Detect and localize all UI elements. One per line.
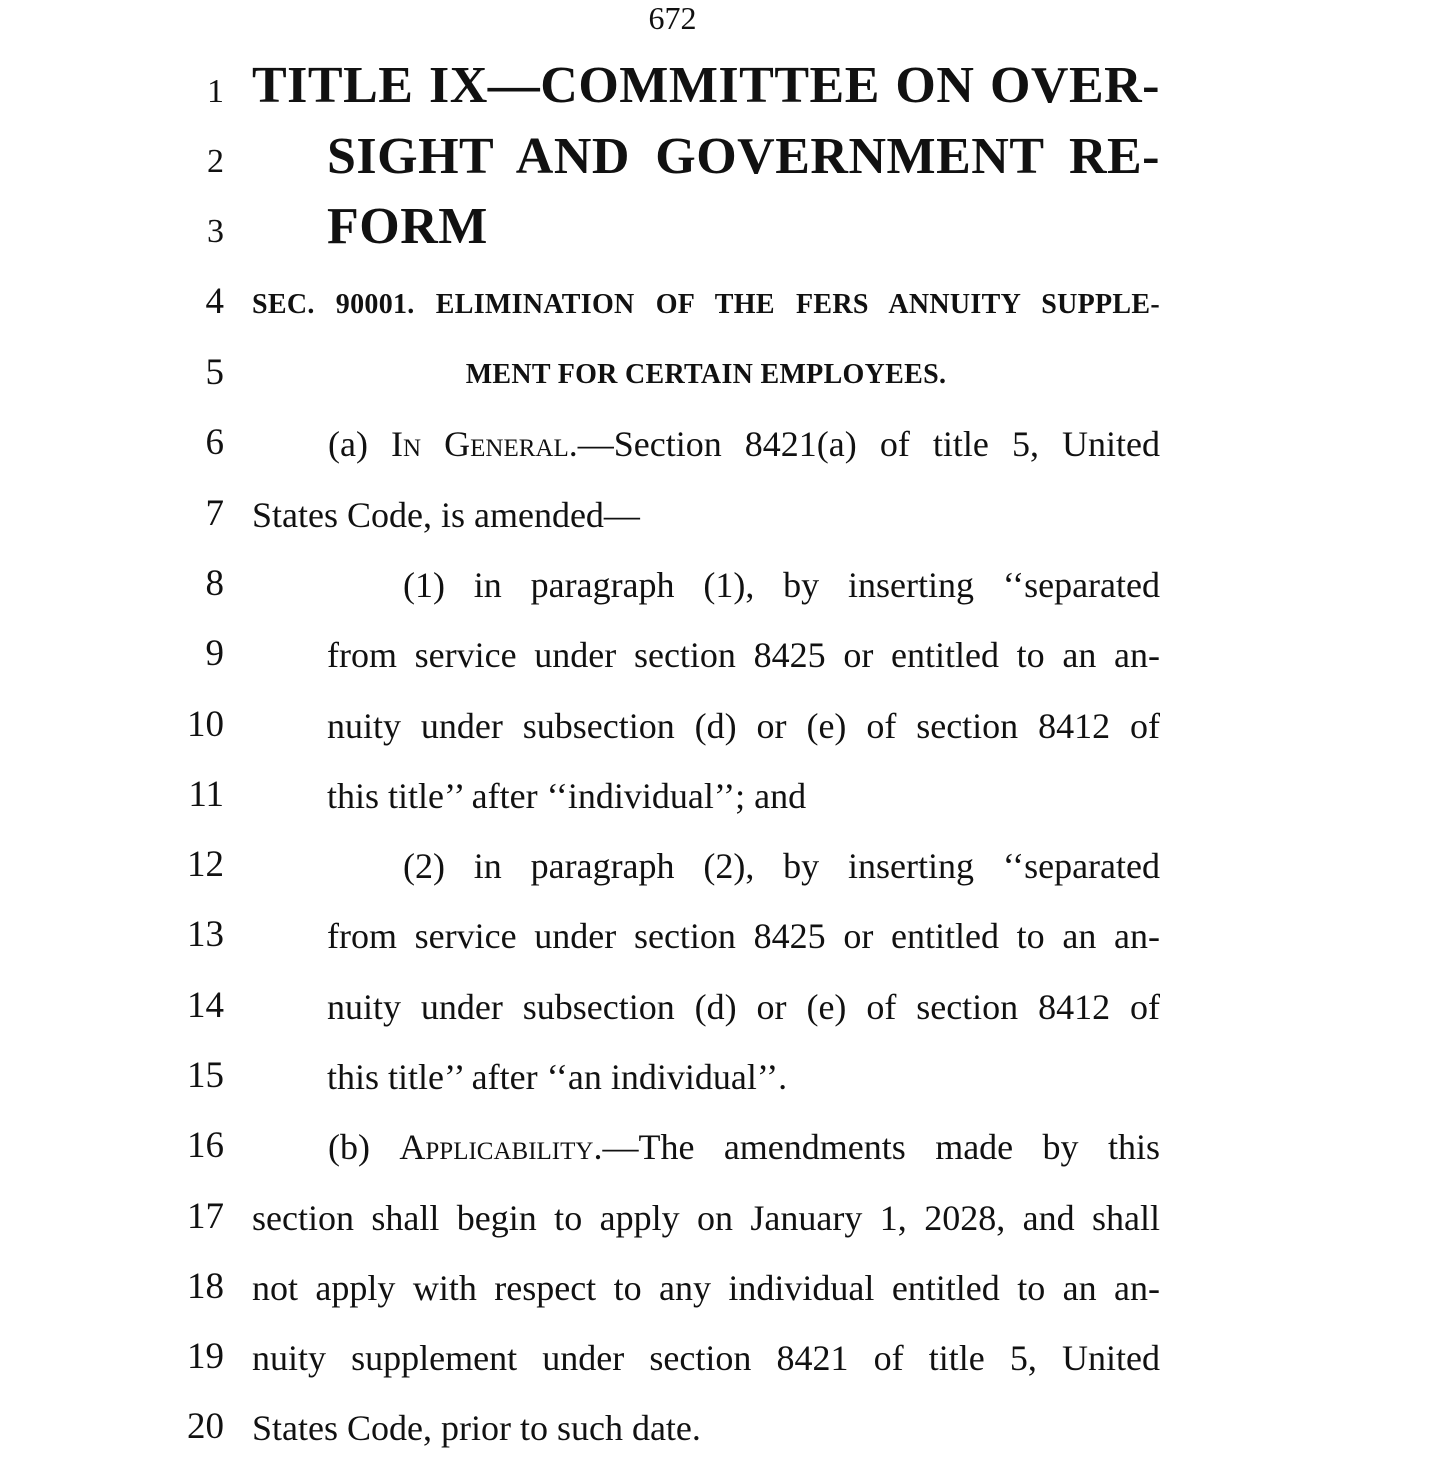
line-number: 15 bbox=[187, 1055, 224, 1096]
line-number: 7 bbox=[205, 493, 224, 534]
subsection-heading: Applicability. bbox=[399, 1127, 603, 1167]
subsection-designator: (b) bbox=[328, 1127, 400, 1167]
body-line: this title’’ after ‘‘an individual’’. bbox=[327, 1057, 788, 1097]
line-number: 2 bbox=[207, 143, 224, 180]
subsection-b-line bbox=[252, 1127, 1160, 1167]
subsection-text: —The amendments made by this bbox=[602, 1127, 1160, 1167]
body-line: nuity under subsection (d) or (e) of section 8412 of bbox=[327, 987, 1160, 1027]
body-line: nuity under subsection (d) or (e) of section 8412 of bbox=[327, 706, 1160, 746]
line-number: 3 bbox=[207, 213, 224, 250]
line-number: 9 bbox=[205, 633, 224, 674]
line-number: 8 bbox=[205, 563, 224, 604]
subsection-text: —Section 8421(a) of title 5, United bbox=[577, 424, 1160, 464]
paragraph-2-line: (2) in paragraph (2), by inserting ‘‘separated bbox=[403, 846, 1160, 886]
title-heading-line: FORM bbox=[327, 198, 488, 255]
line-number: 10 bbox=[187, 704, 224, 745]
section-heading-line: SEC. 90001. ELIMINATION OF THE FERS ANNUITY SUPPLE- bbox=[252, 289, 1160, 320]
subsection-a-line bbox=[252, 424, 1160, 464]
body-line: from service under section 8425 or entitled to an an- bbox=[327, 635, 1160, 675]
body-line: not apply with respect to any individual entitled to an an- bbox=[252, 1268, 1160, 1308]
body-line: section shall begin to apply on January 1, 2028, and shall bbox=[252, 1198, 1160, 1238]
line-number: 13 bbox=[187, 914, 224, 955]
title-heading-line: TITLE IX—COMMITTEE ON OVER- bbox=[252, 57, 1160, 114]
line-number: 5 bbox=[205, 352, 224, 393]
line-number: 18 bbox=[187, 1266, 224, 1307]
paragraph-1-line: (1) in paragraph (1), by inserting ‘‘separated bbox=[403, 565, 1160, 605]
line-number: 14 bbox=[187, 985, 224, 1026]
subsection-heading: In General. bbox=[391, 424, 578, 464]
line-number: 20 bbox=[187, 1406, 224, 1447]
line-number: 1 bbox=[207, 73, 224, 110]
page-number: 672 bbox=[648, 0, 697, 36]
body-line: nuity supplement under section 8421 of title 5, United bbox=[252, 1338, 1160, 1378]
line-number: 19 bbox=[187, 1336, 224, 1377]
body-line: States Code, is amended— bbox=[252, 495, 640, 535]
section-heading-line: MENT FOR CERTAIN EMPLOYEES. bbox=[465, 359, 947, 390]
line-number: 12 bbox=[187, 844, 224, 885]
body-line: this title’’ after ‘‘individual’’; and bbox=[327, 776, 807, 816]
body-line: States Code, prior to such date. bbox=[252, 1408, 701, 1448]
line-number: 17 bbox=[187, 1196, 224, 1237]
line-number: 11 bbox=[188, 774, 224, 815]
title-heading-line: SIGHT AND GOVERNMENT RE- bbox=[327, 128, 1160, 185]
line-number: 4 bbox=[205, 281, 224, 322]
subsection-designator: (a) bbox=[328, 424, 392, 464]
body-line: from service under section 8425 or entitled to an an- bbox=[327, 916, 1160, 956]
line-number: 16 bbox=[187, 1125, 224, 1166]
line-number: 6 bbox=[205, 422, 224, 463]
